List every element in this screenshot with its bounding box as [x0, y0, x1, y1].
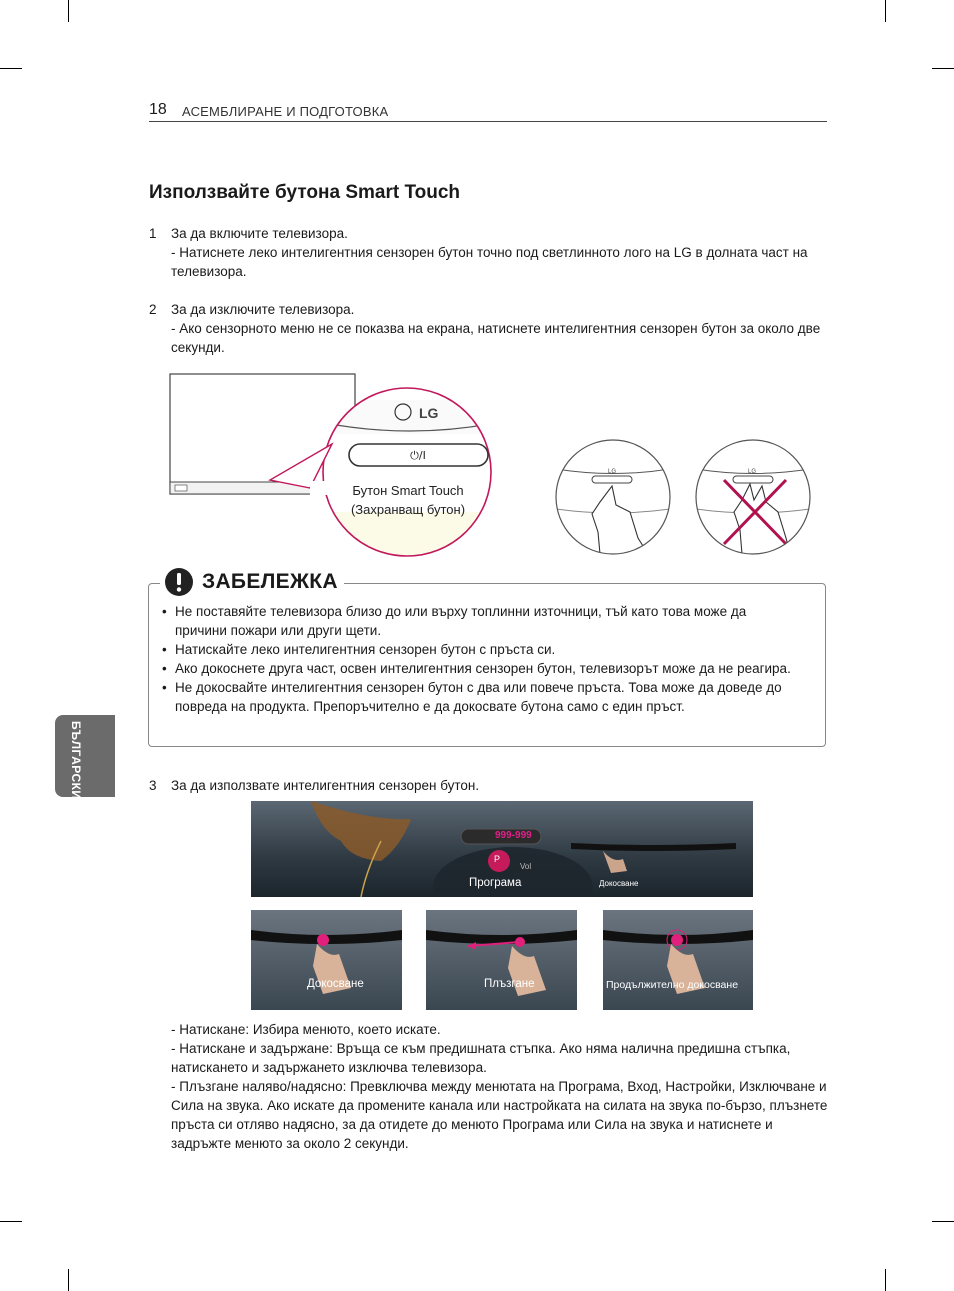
crop-mark: [932, 1221, 954, 1222]
note-heading: [160, 560, 344, 604]
crop-mark: [68, 1269, 69, 1291]
explanation-drag: - Плъзгане наляво/надясно: Превключва между менютата на Програма, Вход, Настройки, Изключване и Сила на звука. Ако искате да промените канала или настройката на силата на звука по-бързо, плъзнете пръста си отляво надясно, за да отидете до менюто Програма или Сила на звука и натиснете и задръжте менюто за около 2 секунди.: [171, 1079, 828, 1151]
long-touch-art: [603, 910, 753, 1010]
channel-number: 999-999: [495, 830, 532, 841]
crop-mark: [885, 0, 886, 22]
lg-logo-small: LG: [608, 469, 617, 475]
step-heading: За да използвате интелигентния сензорен бутон.: [171, 778, 480, 793]
header-rule: [149, 121, 827, 122]
explanation-touch: - Натискане: Избира менюто, което искате.: [171, 1022, 441, 1037]
note-list: [160, 602, 800, 716]
long-touch-photo: [603, 910, 753, 1010]
tv-illustration: [160, 362, 830, 557]
section-title: Използвайте бутона Smart Touch: [149, 182, 461, 203]
explanation-hold: - Натискане и задържане: Връща се към предишната стъпка. Ако няма налична предишна стъпка, натискането и задържането изключва телевизора.: [171, 1041, 791, 1075]
touch-caption: Докосване: [307, 978, 364, 990]
program-p: P: [494, 854, 501, 864]
smart-touch-illustration: [160, 362, 830, 557]
note-item: • Не докосвайте интелигентния сензорен бутон с два или повече пръста. Това може да доведе до повреда на продукта. Препоръчително е да докосвате бутона само с един пръст.: [160, 678, 800, 716]
gesture-explanations: [171, 1020, 831, 1153]
page-number: 18: [149, 101, 167, 118]
drag-photo: [426, 910, 577, 1010]
language-tab-label: БЪЛГАРСКИ: [69, 721, 83, 800]
touch-art: [251, 910, 402, 1010]
menu-banner-photo: [251, 801, 753, 897]
note-item: • Натискайте леко интелигентния сензорен бутон с пръста си.: [160, 640, 800, 659]
menu-program-label: Програма: [469, 877, 522, 889]
step-heading: За да изключите телевизора.: [171, 302, 355, 317]
vol-label: Vol: [520, 862, 532, 871]
step-detail: - Натиснете леко интелигентния сензорен бутон точно под светлинното лого на LG в долната част на телевизора.: [171, 245, 808, 279]
note-title: ЗАБЕЛЕЖКА: [202, 570, 338, 593]
long-touch-caption: Продължително докосване: [606, 979, 739, 991]
crop-mark: [0, 68, 22, 69]
lg-logo-small: LG: [748, 469, 757, 475]
step-number: 2: [149, 302, 157, 317]
note-item: • Ако докоснете друга част, освен интелигентния сензорен бутон, телевизорът може да не реагира.: [160, 659, 800, 678]
caption-line2: (Захранващ бутон): [350, 502, 466, 517]
step-number: 3: [149, 778, 157, 793]
drag-caption: Плъзгане: [484, 978, 535, 990]
note-item: • Не поставяйте телевизора близо до или върху топлинни източници, тъй като това може да причини пожари или други щети.: [160, 602, 800, 640]
crop-mark: [885, 1269, 886, 1291]
crop-mark: [932, 68, 954, 69]
step-heading: За да включите телевизора.: [171, 226, 348, 241]
crop-mark: [68, 0, 69, 22]
power-icon: ⏻/I: [410, 449, 426, 462]
lg-logo: LG: [419, 405, 439, 421]
touch-label-small: Докосване: [599, 879, 639, 888]
exclamation-icon: [164, 567, 194, 597]
touch-photo: [251, 910, 402, 1010]
language-tab: [55, 715, 115, 800]
step-detail: - Ако сензорното меню не се показва на екрана, натиснете интелигентния сензорен бутон за около две секунди.: [171, 321, 821, 355]
drag-art: [426, 910, 577, 1010]
section-header: АСЕМБЛИРАНЕ И ПОДГОТОВКА: [182, 104, 389, 119]
caption-line1: Бутон Smart Touch: [352, 483, 464, 498]
crop-mark: [0, 1221, 22, 1222]
step-number: 1: [149, 226, 157, 241]
